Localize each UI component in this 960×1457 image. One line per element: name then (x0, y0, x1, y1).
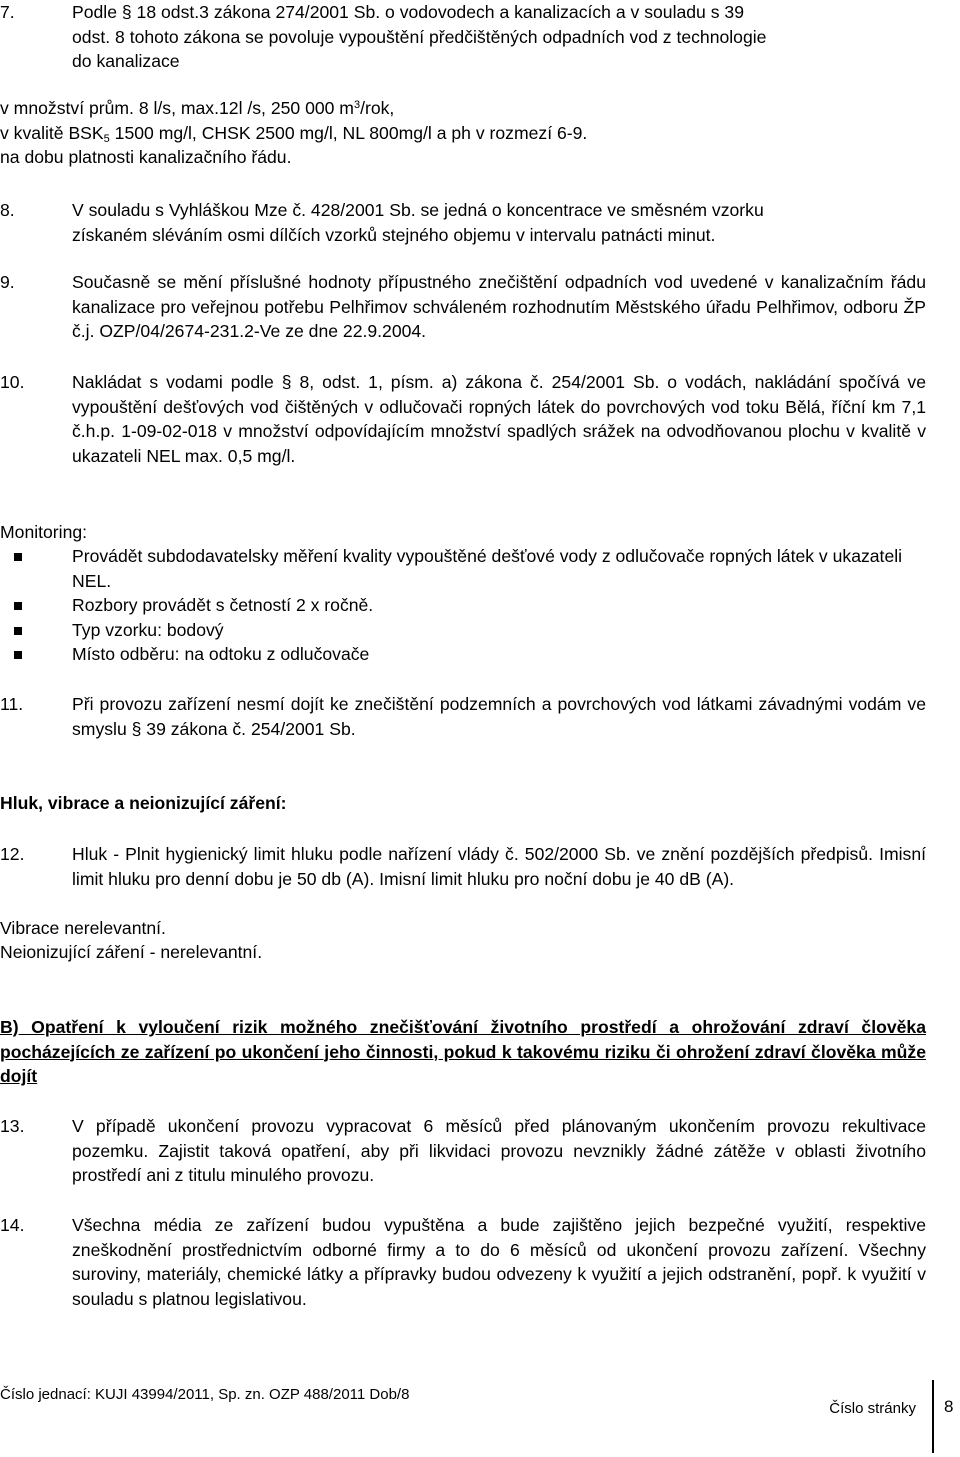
item-text (72, 198, 926, 247)
item-text: Všechna média ze zařízení budou vypuštěna a bude zajištěno jejich bezpečné využití, respektive zneškodnění prostřednictvím odborné firmy a to do 6 měsíců od ukončení provozu zařízení. Všechny suroviny, materiály, chemické látky a přípravky budou odvezeny k využití a jejich odstranění, popř. k využití v souladu s platnou legislativou. (72, 1215, 926, 1309)
page-number: 8 (944, 1397, 954, 1416)
footer-reference: Číslo jednací: KUJI 43994/2011, Sp. zn. OZP 488/2011 Dob/8 (0, 1386, 410, 1403)
item-number: 8. (0, 200, 15, 220)
item-text: Současně se mění příslušné hodnoty přípustného znečištění odpadních vod uvedené v kanalizačním řádu kanalizace pro veřejnou potřebu Pelhřimov schváleném rozhodnutím Městského úřadu Pelhřimov, odboru ŽP č.j. OZP/04/2674-231.2-Ve ze dne 22.9.2004. (72, 272, 926, 341)
quantity-line: v množství prům. 8 l/s, max.12l /s, 250 000 $m^3$/rok, (0, 98, 395, 118)
item-7-continuation (0, 96, 926, 170)
item-text: Nakládat s vodami podle § 8, odst. 1, písm. a) zákona č. 254/2001 Sb. o vodách, nakládání spočívá ve vypouštění dešťových vod čištěných v odlučovači ropných látek do povrchových vod toku Bělá, říční km 7,1 č.h.p. 1-09-02-018 v množství odpovídajícím množství spadlých srážek na odvodňovanou plochu v kvalitě v ukazateli NEL max. 0,5 mg/l. (72, 372, 926, 466)
square-bullet-icon (14, 553, 22, 561)
item-text: Hluk - Plnit hygienický limit hluku podle nařízení vlády č. 502/2000 Sb. ve znění pozdějších předpisů. Imisní limit hluku pro denní dobu je 50 db (A). Imisní limit hluku pro noční dobu je 40 dB (A). (72, 844, 926, 889)
square-bullet-icon (14, 627, 22, 635)
item-7-line-1: Podle § 18 odst.3 zákona 274/2001 Sb. o vodovodech a kanalizacích a v souladu s 39 (72, 2, 744, 22)
quality-line: v kvalitě $BSK_5$ 1500 mg/l, CHSK 2500 mg/l, NL 800mg/l a ph v rozmezí 6-9. (0, 122, 588, 145)
footer-page-label: Číslo stránky (829, 1400, 916, 1417)
superscript: 3 (353, 99, 361, 111)
list-item: Typ vzorku: bodový (0, 618, 926, 643)
item-7-line-3: do kanalizace (72, 51, 180, 71)
square-bullet-icon (14, 651, 22, 659)
non-ionizing-line: Neionizující záření - nerelevantní. (0, 942, 263, 962)
list-item: Rozbory provádět s četností 2 x ročně. (0, 593, 926, 618)
section-title-noise: Hluk, vibrace a neionizující záření: (0, 793, 287, 813)
validity-line: na dobu platnosti kanalizačního řádu. (0, 147, 292, 167)
item-number: 7. (0, 2, 15, 22)
item-8-line-1: V souladu s Vyhláškou Mze č. 428/2001 Sb. se jedná o koncentrace ve směsném vzorku (72, 200, 764, 220)
item-number: 11. (0, 694, 24, 714)
item-number: 9. (0, 272, 15, 292)
section-b-heading: B) Opatření k vyloučení rizik možného znečišťování životního prostředí a ohrožování zdraví člověka pocházejících ze zařízení po ukončení jeho činnosti, pokud k takovému riziku či ohrožení zdraví člověka může dojít (0, 1017, 926, 1086)
monitoring-label: Monitoring: (0, 522, 88, 542)
item-number: 14. (0, 1215, 25, 1235)
item-text: Při provozu zařízení nesmí dojít ke znečištění podzemních a povrchových vod látkami závadnými vodám ve smyslu § 39 zákona č. 254/2001 Sb. (72, 694, 926, 739)
footer-divider (932, 1380, 934, 1453)
item-number: 13. (0, 1116, 25, 1136)
item-number: 12. (0, 844, 25, 864)
subscript: 5 (103, 132, 110, 145)
list-item: Místo odběru: na odtoku z odlučovače (0, 642, 926, 667)
list-item: Provádět subdodavatelsky měření kvality vypouštěné dešťové vody z odlučovače ropných látek v ukazateli NEL. (0, 544, 926, 593)
item-text (72, 0, 926, 74)
square-bullet-icon (14, 602, 22, 610)
item-number: 10. (0, 372, 25, 392)
vibration-line: Vibrace nerelevantní. (0, 918, 166, 938)
item-text: V případě ukončení provozu vypracovat 6 měsíců před plánovaným ukončením provozu rekultivace pozemku. Zajistit taková opatření, aby při likvidaci provozu nevznikly žádné zátěže v oblasti životního prostředí ani z titulu minulého provozu. (72, 1116, 926, 1185)
item-8-line-2: získaném sléváním osmi dílčích vzorků stejného objemu v intervalu patnácti minut. (72, 224, 716, 245)
item-7-line-2: odst. 8 tohoto zákona se povoluje vypouštění předčištěných odpadních vod z technologie (72, 26, 767, 47)
monitoring-list (0, 544, 926, 667)
